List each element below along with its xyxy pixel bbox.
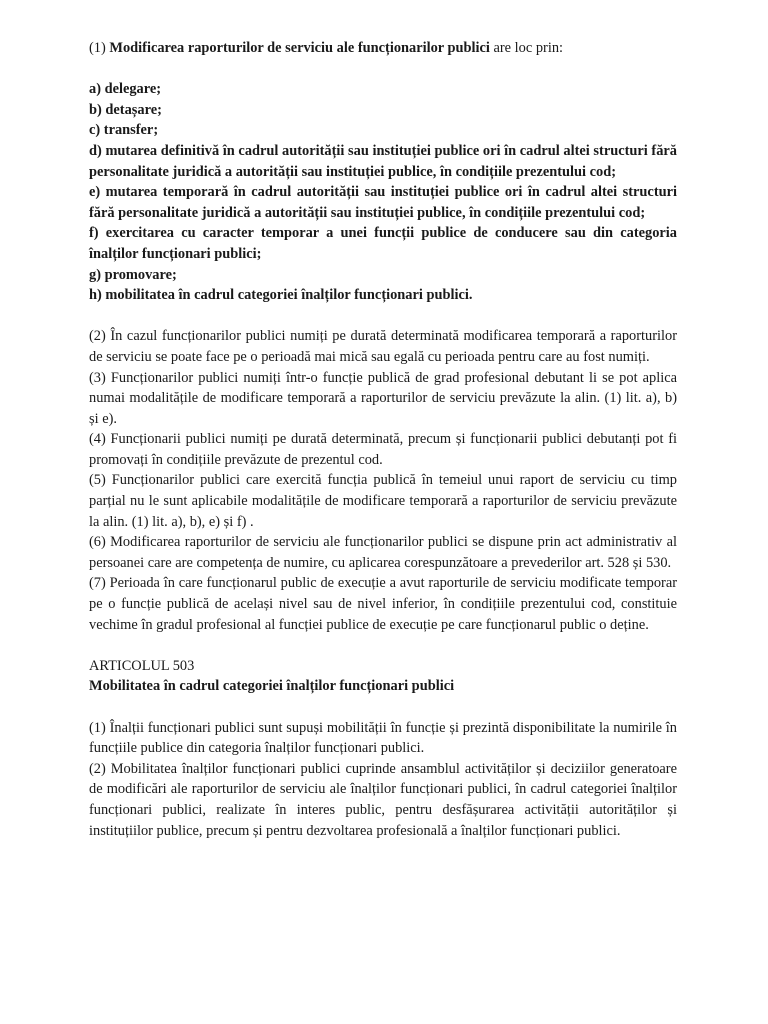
paragraph-number: (1)	[89, 40, 110, 56]
paragraph-5: (5) Funcționarilor publici care exercită funcția publică în temeiul unui raport de serviciu cu timp parțial nu le sunt aplicabile modalitățile de modificare temporară a raporturilor de serviciu prevăzute la alin. (1) lit. a), b), e) și f) .	[89, 472, 677, 530]
list-item-d: d) mutarea definitivă în cadrul autorității sau instituției publice ori în cadrul altei structuri fără personalitate juridică a autorității sau instituției publice, în condițiile prezentului cod;	[89, 142, 677, 180]
list-item-b: b) detașare;	[89, 101, 162, 118]
list-item-f: f) exercitarea cu caracter temporar a unei funcții publice de conducere sau din categoria înalților funcționari publici;	[89, 225, 677, 262]
paragraph-1-intro	[89, 38, 677, 59]
spacer	[89, 635, 677, 656]
paragraph-4: (4) Funcționarii publici numiți pe durată determinată, precum și funcționarii publici debutanți pot fi promovați în condițiile prevăzute de prezentul cod.	[89, 431, 677, 468]
spacer	[89, 59, 677, 80]
list-item-c: c) transfer;	[89, 122, 159, 139]
list-item-g: g) promovare;	[89, 266, 177, 283]
paragraph-3: (3) Funcționarilor publici numiți într-o funcție publică de grad profesional debutant li se pot aplica numai modalitățile de modificare temporară a raporturilor de serviciu prevăzute la alin. (1) lit. a), b) și e).	[89, 369, 677, 427]
paragraph-intro-tail: are loc prin:	[489, 40, 564, 56]
spacer	[89, 697, 677, 718]
paragraph-7: (7) Perioada în care funcționarul public de execuție a avut raporturile de serviciu modificate temporar pe o funcție publică de același nivel sau de nivel inferior, în condițiile prezentului cod, constituie vechime în gradul profesional al funcției publice de execuție pe care funcționarul public o deține.	[89, 575, 677, 633]
list-item-e: e) mutarea temporară în cadrul autorității sau instituției publice ori în cadrul altei structuri fără personalitate juridică a autorității sau instituției publice, în condițiile prezentului cod;	[89, 184, 677, 221]
paragraph-2: (2) În cazul funcționarilor publici numiți pe durată determinată modificarea temporară a raporturilor de serviciu se poate face pe o perioadă mai mică sau egală cu perioada pentru care au fost numiți.	[89, 328, 677, 365]
spacer	[89, 306, 677, 327]
article-paragraph-2: (2) Mobilitatea înalților funcționari publici cuprinde ansamblul activităților și deciziilor generatoare de modificări ale raporturilor de serviciu ale înalților funcționari publici, în cadrul categoriei înalților funcționari publici, realizate în interes public, pentru desfășurarea activității autorităților și instituțiilor publice, precum și pentru dezvoltarea profesională a înalților funcționari publici.	[89, 760, 677, 839]
list-item-a: a) delegare;	[89, 81, 162, 98]
article-paragraph-1: (1) Înalții funcționari publici sunt supuși mobilității în funcție și prezintă disponibilitate la numirile în funcțiile publice din categoria înalților funcționari publici.	[89, 719, 677, 757]
document-page	[89, 38, 677, 841]
article-heading: ARTICOLUL 503	[89, 657, 195, 674]
paragraph-6: (6) Modificarea raporturilor de serviciu ale funcționarilor publici se dispune prin act administrativ al persoanei care are competența de numire, cu aplicarea corespunzătoare a prevederilor art. 528 și 530.	[89, 534, 677, 571]
list-item-h: h) mobilitatea în cadrul categoriei înalților funcționari publici.	[89, 287, 473, 304]
article-title: Mobilitatea în cadrul categoriei înalților funcționari publici	[89, 678, 455, 695]
paragraph-bold-title: Modificarea raporturilor de serviciu ale funcționarilor publici	[109, 40, 490, 56]
